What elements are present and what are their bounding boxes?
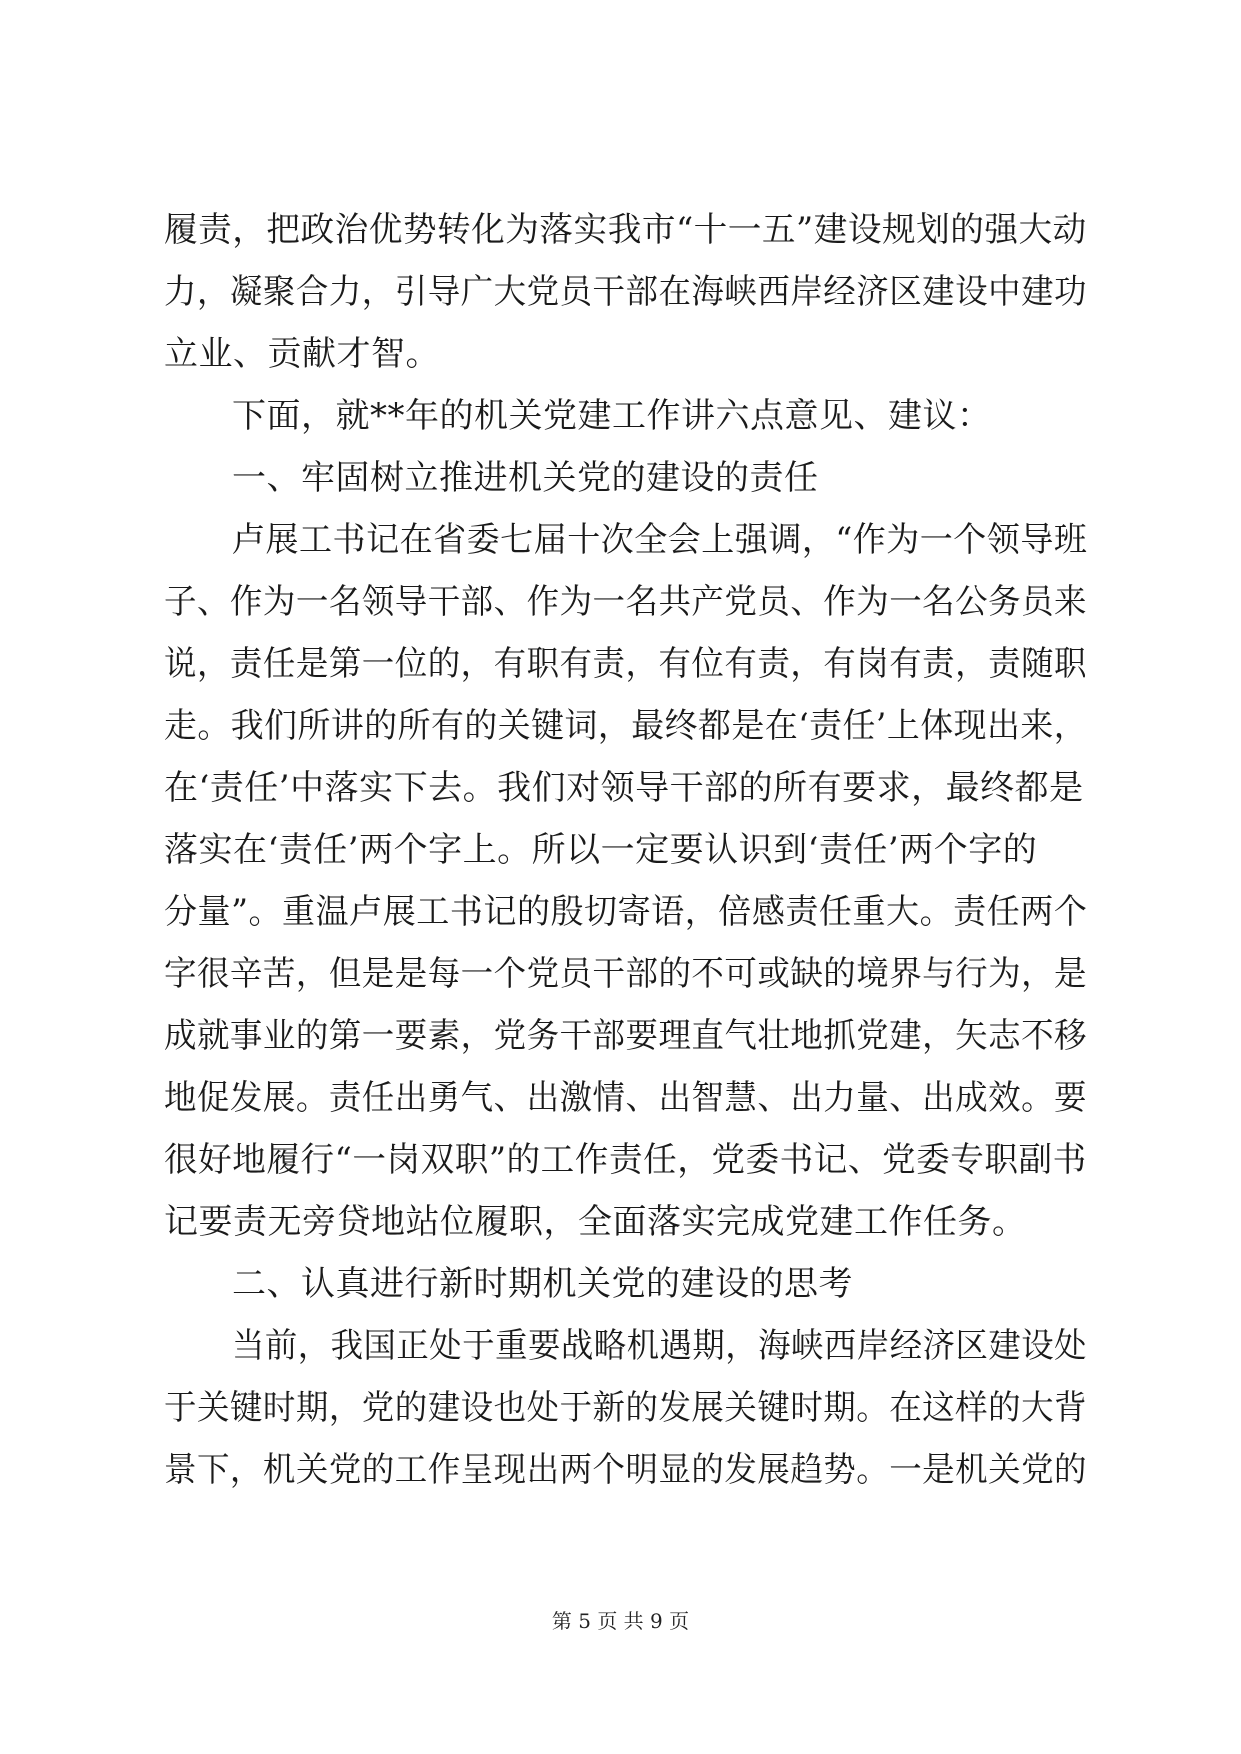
text-line: 地促发展。责任出勇气、出激情、出智慧、出力量、出成效。要 [164, 1078, 1087, 1118]
text-line: 字很辛苦，但是是每一个党员干部的不可或缺的境界与行为，是 [164, 954, 1087, 994]
text-line: 落实在‘责任’两个字上。所以一定要认识到‘责任’两个字的 [164, 830, 1038, 870]
page-footer: 第 5 页 共 9 页 [551, 1609, 690, 1633]
text-line: 子、作为一名领导干部、作为一名共产党员、作为一名公务员来 [164, 582, 1087, 622]
paragraph-first-line: 卢展工书记在省委七届十次全会上强调，“作为一个领导班 [232, 520, 1088, 560]
section-heading: 一、牢固树立推进机关党的建设的责任 [232, 458, 819, 498]
text-line: 力，凝聚合力，引导广大党员干部在海峡西岸经济区建设中建功 [164, 272, 1087, 312]
text-line: 景下，机关党的工作呈现出两个明显的发展趋势。一是机关党的 [164, 1450, 1087, 1490]
text-line: 成就事业的第一要素，党务干部要理直气壮地抓党建，矢志不移 [164, 1016, 1087, 1056]
text-line: 记要责无旁贷地站位履职，全面落实完成党建工作任务。 [164, 1202, 1027, 1242]
text-line: 履责，把政治优势转化为落实我市“十一五”建设规划的强大动 [164, 210, 1087, 250]
paragraph-first-line: 下面，就**年的机关党建工作讲六点意见、建议： [232, 396, 992, 436]
text-line: 在‘责任’中落实下去。我们对领导干部的所有要求，最终都是 [164, 768, 1084, 808]
text-line: 走。我们所讲的所有的关键词，最终都是在‘责任’上体现出来， [164, 706, 1088, 746]
section-heading: 二、认真进行新时期机关党的建设的思考 [232, 1264, 853, 1304]
text-line: 立业、贡献才智。 [164, 334, 440, 374]
paragraph-first-line: 当前，我国正处于重要战略机遇期，海峡西岸经济区建设处 [232, 1326, 1087, 1366]
text-line: 于关键时期，党的建设也处于新的发展关键时期。在这样的大背 [164, 1388, 1087, 1428]
text-line: 分量”。重温卢展工书记的殷切寄语，倍感责任重大。责任两个 [164, 892, 1088, 932]
text-line: 很好地履行“一岗双职”的工作责任，党委书记、党委专职副书 [164, 1140, 1087, 1180]
text-line: 说，责任是第一位的，有职有责，有位有责，有岗有责，责随职 [164, 644, 1087, 684]
